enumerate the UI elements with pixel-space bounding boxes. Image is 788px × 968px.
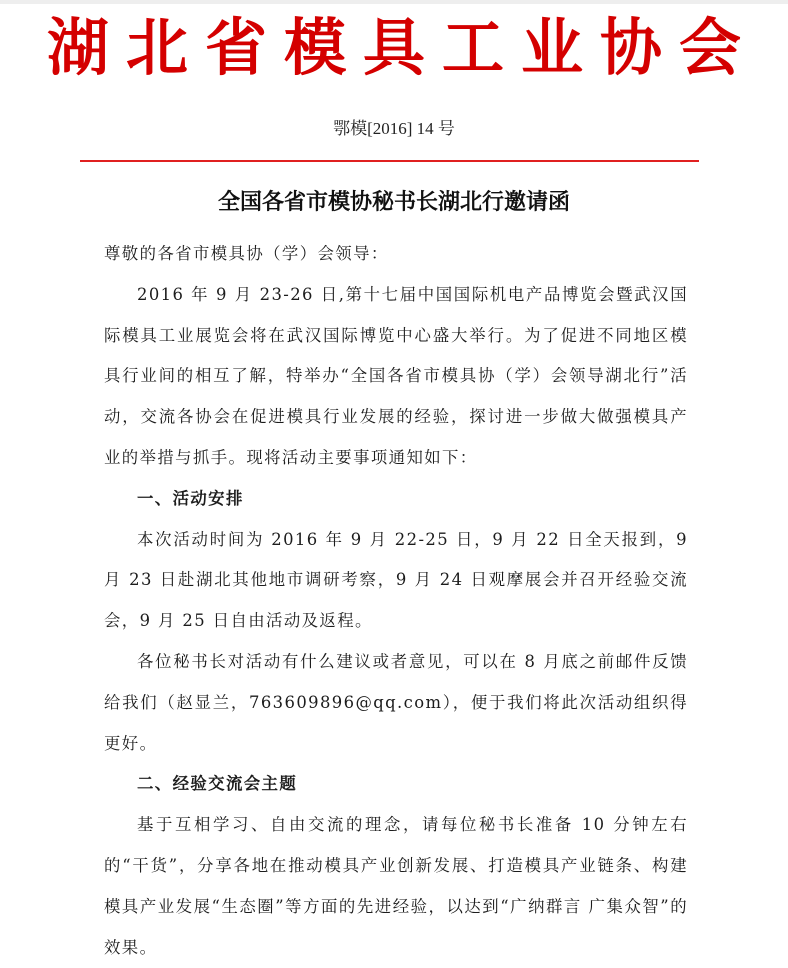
section-heading-theme: 二、经验交流会主题 [137,774,298,794]
document-number: 鄂模[2016] 14 号 [333,119,455,138]
intro-paragraph: 2016 年 9 月 23-26 日,第十七届中国国际机电产品博览会暨武汉国际模具工业展览会将在武汉国际博览中心盛大举行。为了促进不同地区模具行业间的相互了解，特举办“全国各省市模具协（学）会领导湖北行”活动，交流各协会在促进模具行业发展的经验，探讨进一步做大做强模具产业的举措与抓手。现将活动主要事项通知如下： [104,284,688,467]
salutation: 尊敬的各省市模具协（学）会领导： [104,244,389,263]
letterhead-organization: 湖北省模具工业协会 [46,11,758,84]
section-heading-activity: 一、活动安排 [137,488,244,508]
letter-body [104,234,688,968]
activity-schedule-paragraph: 本次活动时间为 2016 年 9 月 22-25 日，9 月 22 日全天报到，9 月 23 日赴湖北其他地市调研考察，9 月 24 日观摩展会并召开经验交流会，9 月 25 日自由活动及返程。 [104,529,688,631]
letter-title: 全国各省市模协秘书长湖北行邀请函 [217,190,570,215]
letterhead-divider [80,160,699,162]
viewer-top-edge [0,0,788,4]
feedback-paragraph: 各位秘书长对活动有什么建议或者意见，可以在 8 月底之前邮件反馈给我们（赵显兰，763609896@qq.com），便于我们将此次活动组织得更好。 [104,651,688,753]
theme-paragraph: 基于互相学习、自由交流的理念，请每位秘书长准备 10 分钟左右的“干货”，分享各地在推动模具产业创新发展、打造模具产业链条、构建模具产业发展“生态圈”等方面的先进经验，以达到“广纳群言 广集众智”的效果。 [104,815,688,957]
